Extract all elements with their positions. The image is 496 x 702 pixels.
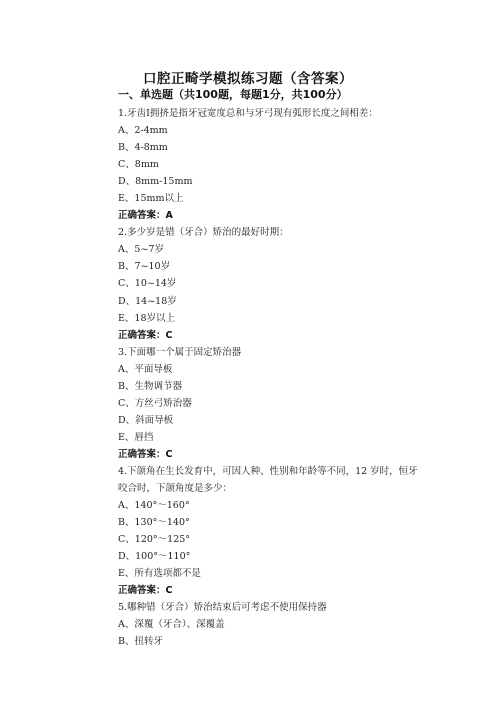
option-c: C、8mm (118, 159, 159, 171)
option-d: D、斜面导板 (118, 414, 174, 426)
question-text: 3.下面哪一个属于固定矫治器 (118, 346, 242, 358)
question-text: 4.下颌角在生长发育中，可因人种、性别和年龄等不同，12 岁时，恒牙咬合时，下颌角度是多少： (118, 465, 418, 495)
option-a: A、深覆（牙合）、深覆盖 (118, 619, 225, 631)
option-c: C、方丝弓矫治器 (118, 397, 192, 409)
option-d: D、8mm-15mm (118, 176, 193, 188)
answer-label: 正确答案：C (118, 329, 173, 341)
option-c: C、120°～125° (118, 534, 191, 546)
option-a: A、平面导板 (118, 363, 173, 375)
option-c: C、10~14岁 (118, 278, 177, 290)
section-heading: 一、单选题（共100题，每题1分，共100分） (118, 88, 348, 101)
option-a: A、5~7岁 (118, 244, 164, 256)
answer-label: 正确答案：A (118, 210, 173, 222)
option-b: B、130°～140° (118, 517, 190, 529)
option-a: A、140°～160° (118, 500, 190, 512)
answer-label: 正确答案：C (118, 448, 173, 460)
option-e: E、所有选项都不是 (118, 568, 201, 580)
option-a: A、2-4mm (118, 125, 168, 137)
option-e: E、唇挡 (118, 431, 154, 443)
document-title: 口腔正畸学模拟练习题（含答案） (143, 71, 353, 87)
question-text: 2.多少岁是错（牙合）矫治的最好时期： (118, 227, 289, 239)
question-text: 1.牙齿Ⅰ拥挤是指牙冠宽度总和与牙弓现有弧形长度之间相差： (118, 108, 378, 119)
option-b: B、7~10岁 (118, 261, 171, 273)
question-text: 5.哪种错（牙合）矫治结束后可考虑不使用保持器 (118, 602, 327, 614)
option-e: E、15mm以上 (118, 193, 184, 205)
option-d: D、100°～110° (118, 551, 191, 563)
option-b: B、4-8mm (118, 142, 168, 154)
option-e: E、18岁以上 (118, 312, 176, 324)
answer-label: 正确答案：C (118, 585, 173, 597)
option-b: B、扭转牙 (118, 636, 163, 648)
option-d: D、14~18岁 (118, 295, 177, 307)
question-list (118, 105, 418, 651)
option-b: B、生物调节器 (118, 380, 182, 392)
